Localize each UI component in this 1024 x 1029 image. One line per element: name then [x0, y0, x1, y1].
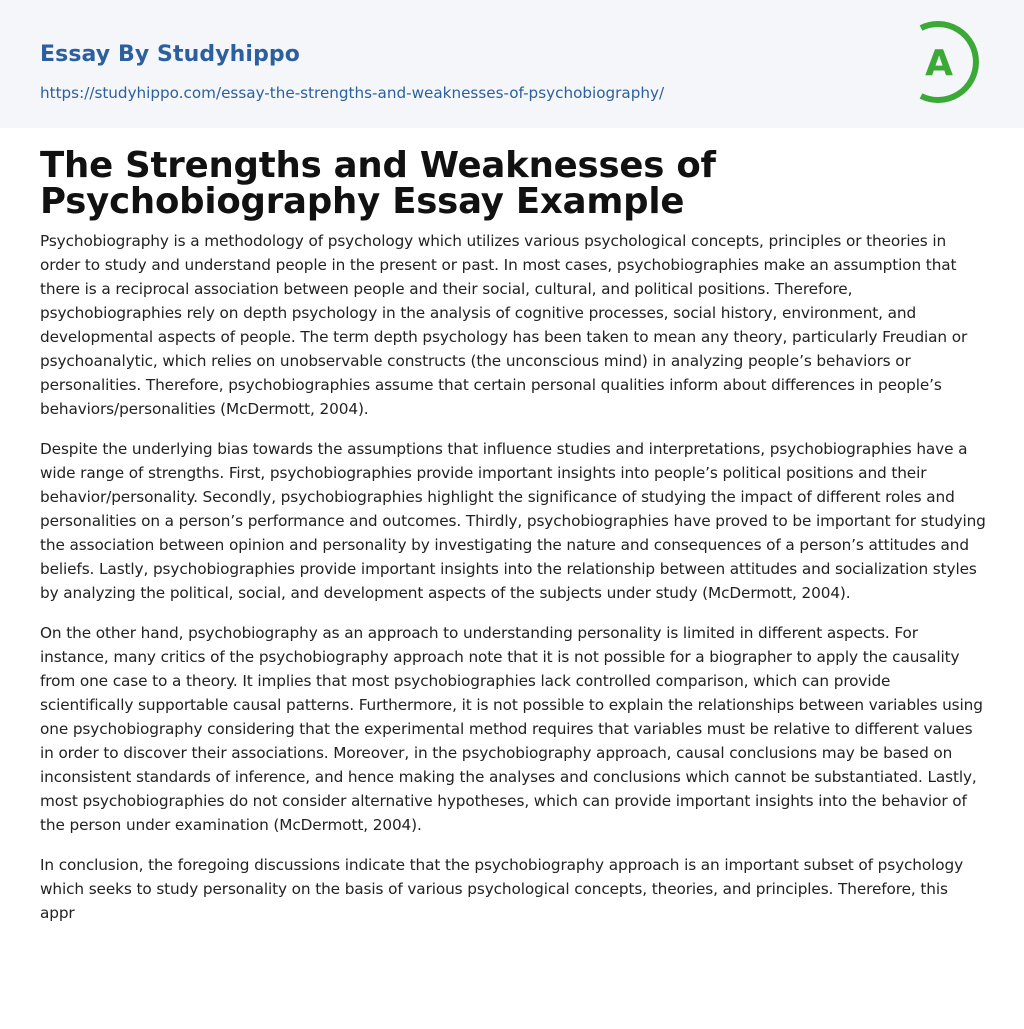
essay-paragraph: Psychobiography is a methodology of psychology which utilizes various psychological concepts, principles or theories in order to study and understand people in the present or past. In most cases, psychobiographies make an assumption that there is a reciprocal association between people and their social, cultural, and political positions. Therefore, psychobiographies rely on depth psychology in the analysis of cognitive processes, social history, environment, and developmental aspects of people. The term depth psychology has been taken to mean any theory, particularly Freudian or psychoanalytic, which relies on unobservable constructs (the unconscious mind) in analyzing people’s behaviors or personalities. Therefore, psychobiographies assume that certain personal qualities inform about differences in people’s behaviors/personalities (McDermott, 2004).: [40, 232, 968, 418]
essay-title: The Strengths and Weaknesses of Psychobiography Essay Example: [40, 145, 716, 222]
essay-body: [40, 229, 986, 941]
letter-a-ring-logo-icon[interactable]: [911, 18, 987, 106]
site-header: [0, 0, 1024, 128]
essay-paragraph: On the other hand, psychobiography as an approach to understanding personality is limited in different aspects. For instance, many critics of the psychobiography approach note that it is not possible for a biographer to apply the causality from one case to a theory. It implies that most psychobiographies lack controlled comparison, which can provide scientifically supportable causal patterns. Furthermore, it is not possible to explain the relationships between variables using one psychobiography considering that the experimental method requires that variables must be relative to different values in order to discover their associations. Moreover, in the psychobiography approach, causal conclusions may be based on inconsistent standards of inference, and hence making the analyses and conclusions which cannot be substantiated. Lastly, most psychobiographies do not consider alternative hypotheses, which can provide important insights into the behavior of the person under examination (McDermott, 2004).: [40, 624, 983, 834]
site-brand[interactable]: Essay By Studyhippo: [40, 42, 300, 67]
essay-url-link[interactable]: https://studyhippo.com/essay-the-strengths-and-weaknesses-of-psychobiography/: [40, 84, 665, 102]
essay-paragraph: Despite the underlying bias towards the assumptions that influence studies and interpretations, psychobiographies have a wide range of strengths. First, psychobiographies provide important insights into people’s political positions and their behavior/personality. Secondly, psychobiographies highlight the significance of studying the impact of different roles and personalities on a person’s performance and outcomes. Thirdly, psychobiographies have proved to be important for studying the association between opinion and personality by investigating the nature and consequences of a person’s attitudes and beliefs. Lastly, psychobiographies provide important insights into the relationship between attitudes and socialization styles by analyzing the political, social, and development aspects of the subjects under study (McDermott, 2004).: [40, 440, 986, 602]
logo-letter: A: [925, 43, 953, 84]
essay-paragraph: In conclusion, the foregoing discussions indicate that the psychobiography approach is an important subset of psychology which seeks to study personality on the basis of various psychological concepts, theories, and principles. Therefore, this appr: [40, 856, 964, 922]
